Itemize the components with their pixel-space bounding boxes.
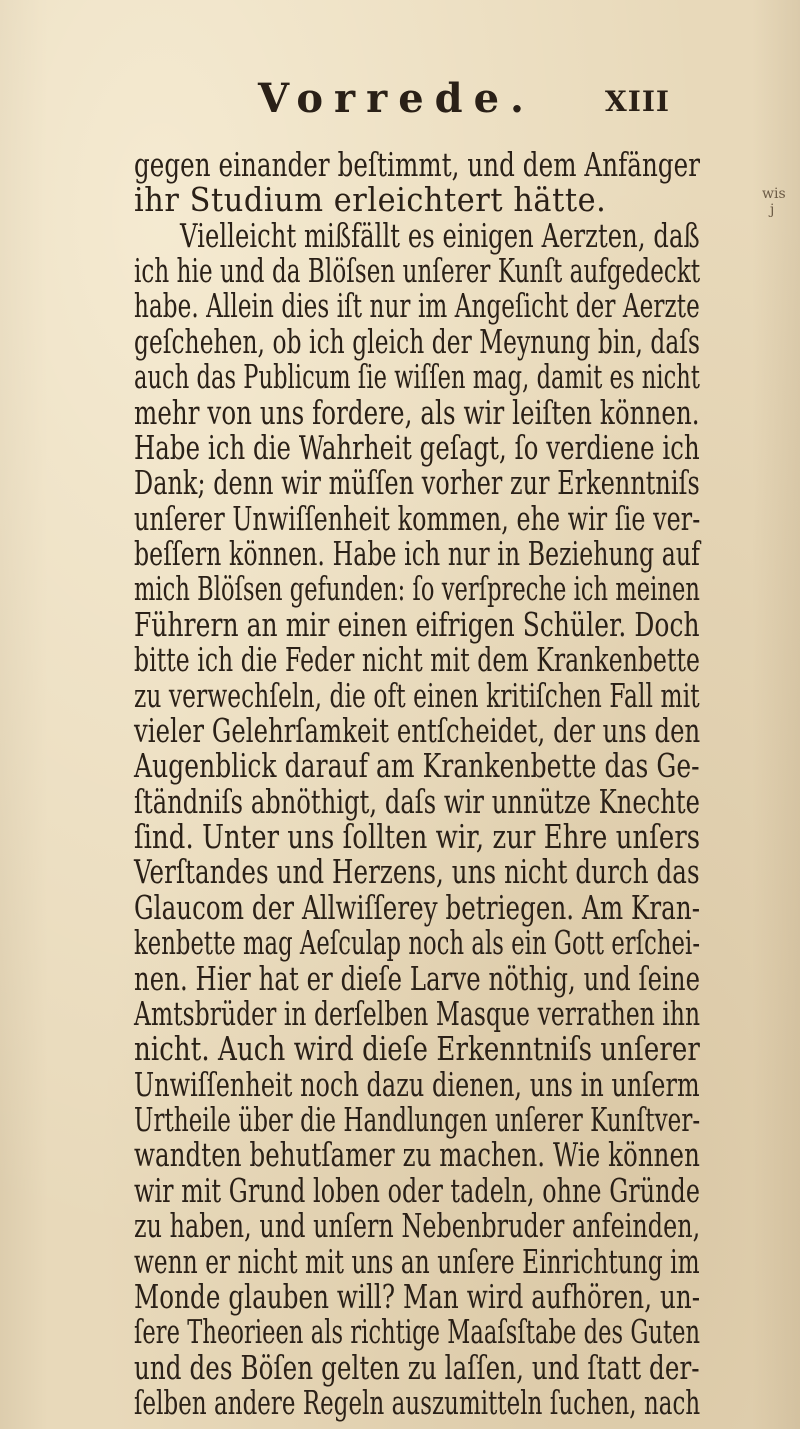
text-line-10: Dank; denn wir müſſen vorher zur Erkenntniſs — [134, 463, 700, 503]
text-line-9: Habe ich die Wahrheit geſagt, ſo verdiene ich — [134, 427, 700, 467]
text-line-33: Monde glauben will? Man wird aufhören, un- — [134, 1276, 701, 1316]
text-line-20: ſind. Unter uns ſollten wir, zur Ehre unſers — [134, 817, 701, 857]
page-number: XIII — [605, 85, 671, 118]
text-line-1: gegen einander beſtimmt, und dem Anfänger — [134, 145, 701, 184]
text-line-27: Unwiſſenheit noch dazu dienen, uns in unſerm — [134, 1064, 700, 1104]
text-line-2: ihr Studium erleichtert hätte. — [134, 180, 607, 220]
text-line-11: unſerer Unwiſſenheit kommen, ehe wir ſie ver- — [134, 498, 701, 538]
text-line-18: Augenblick darauf am Krankenbette das Ge- — [134, 746, 700, 786]
text-line-32: wenn er nicht mit uns an unſere Einrichtung im — [134, 1241, 700, 1281]
text-line-34: ſere Theorieen als richtige Maaſsſtabe des Guten — [134, 1312, 701, 1352]
text-line-12: beſſern können. Habe ich nur in Beziehung auf — [134, 534, 700, 574]
text-line-4: ich hie und da Blöſsen unſerer Kunſt aufgedeckt — [134, 251, 701, 291]
text-line-21: Verſtandes und Herzens, uns nicht durch das — [134, 852, 700, 892]
text-line-23: kenbette mag Aeſculap noch als ein Gott erſchei- — [134, 923, 701, 963]
text-line-17: vieler Gelehrſamkeit entſcheidet, der uns den — [134, 710, 701, 750]
text-line-30: wir mit Grund loben oder tadeln, ohne Gründe — [134, 1170, 700, 1210]
text-line-28: Urtheile über die Handlungen unſerer Kunſtver- — [134, 1100, 701, 1140]
text-line-25: Amtsbrüder in derſelben Masque verrathen ihn — [134, 993, 701, 1033]
text-line-6: geſchehen, ob ich gleich der Meynung bin, daſs — [134, 321, 701, 361]
text-line-8: mehr von uns fordere, als wir leiſten können. — [134, 392, 700, 432]
text-line-26: nicht. Auch wird dieſe Erkenntniſs unſerer — [134, 1029, 700, 1069]
text-line-24: nen. Hier hat er dieſe Larve nöthig, und ſeine — [134, 958, 701, 998]
text-line-31: zu haben, und unſern Nebenbruder anfeinden, — [134, 1206, 701, 1246]
text-line-13: mich Blöſsen gefunden: ſo verſpreche ich meinen — [134, 569, 700, 609]
text-line-7: auch das Publicum ſie wiſſen mag, damit es nicht — [134, 357, 700, 397]
text-line-35: und des Böſen gelten zu laſſen, und ſtatt der- — [134, 1347, 700, 1387]
page-header — [0, 74, 800, 124]
text-line-15: bitte ich die Feder nicht mit dem Krankenbette — [134, 640, 701, 680]
text-line-3: Vielleicht mißfällt es einigen Aerzten, daß — [180, 215, 700, 255]
margin-note-1: wis — [762, 186, 786, 202]
text-line-14: Führern an mir einen eifrigen Schüler. Doch — [134, 604, 700, 644]
text-line-29: wandten behutſamer zu machen. Wie können — [134, 1135, 700, 1175]
text-line-16: zu verwechſeln, die oft einen kritiſchen Fall mit — [134, 675, 700, 715]
text-line-22: Glaucom der Allwiſſerey betriegen. Am Kran- — [134, 887, 701, 927]
running-title: Vorrede. — [258, 75, 535, 122]
text-line-19: ſtändniſs abnöthigt, daſs wir unnütze Knechte — [134, 781, 700, 821]
text-line-36: ſelben andere Regeln auszumitteln ſuchen, nach — [134, 1383, 701, 1422]
text-line-5: habe. Allein dies iſt nur im Angeſicht der Aerzte — [134, 286, 700, 326]
margin-note-2: j — [770, 202, 775, 218]
